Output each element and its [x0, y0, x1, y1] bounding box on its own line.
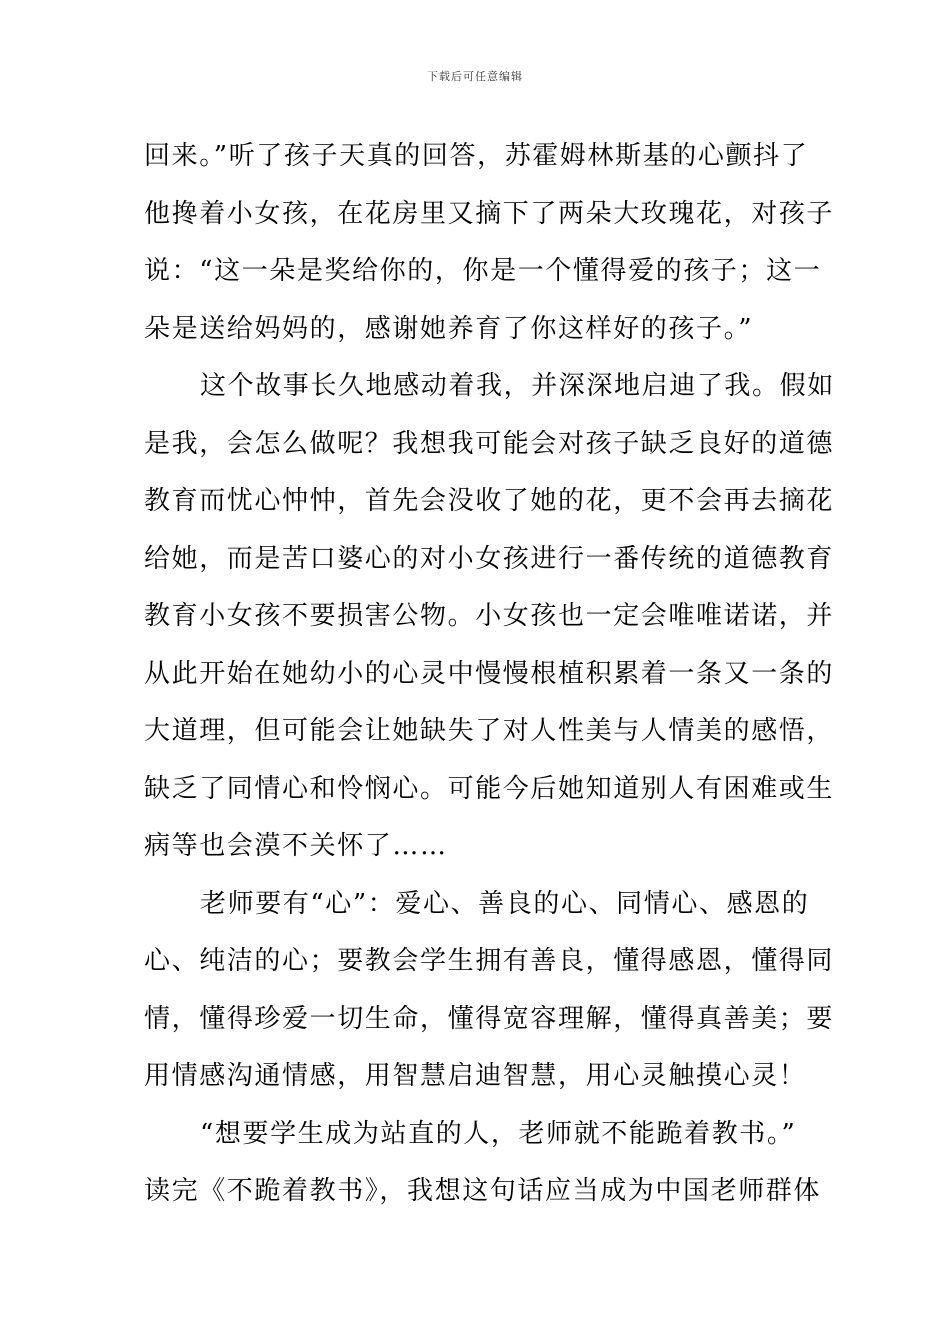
- text-line: 用情感沟通情感，用智慧启迪智慧，用心灵触摸心灵！: [144, 1061, 807, 1091]
- paragraph-start-line: 这个故事长久地感动着我，并深深地启迪了我。假如: [200, 371, 835, 401]
- paragraph-start-line: 老师要有“心”：爱心、善良的心、同情心、感恩的: [200, 888, 810, 919]
- text-line: 他搀着小女孩，在花房里又摘下了两朵大玫瑰花，对孩子: [144, 198, 835, 229]
- text-line: 是我，会怎么做呢？我想我可能会对孩子缺乏良好的道德: [144, 428, 835, 459]
- text-line: 情，懂得珍爱一切生命，懂得宽容理解，懂得真善美；要: [144, 1003, 835, 1034]
- text-line: 教育小女孩不要损害公物。小女孩也一定会唯唯诺诺，并: [144, 601, 835, 631]
- text-line: 读完《不跪着教书》，我想这句话应当成为中国老师群体: [144, 1176, 822, 1206]
- text-line: 朵是送给妈妈的，感谢她养育了你这样好的孩子。”: [144, 313, 754, 344]
- text-line: 大道理，但可能会让她缺失了对人性美与人情美的感悟，: [144, 716, 835, 746]
- text-line: 病等也会漠不关怀了……: [144, 831, 448, 861]
- text-line: 回来。”听了孩子天真的回答，苏霍姆林斯基的心颤抖了: [144, 141, 809, 171]
- text-line: 说：“这一朵是奖给你的，你是一个懂得爱的孩子；这一: [144, 256, 822, 286]
- body-text: [144, 128, 835, 1221]
- page-header: 下载后可任意编辑: [427, 70, 523, 83]
- paragraph-start-line: “想要学生成为站直的人，老师就不能跪着教书。”: [200, 1118, 797, 1149]
- text-line: 给她，而是苦口婆心的对小女孩进行一番传统的道德教育: [144, 543, 835, 574]
- text-line: 从此开始在她幼小的心灵中慢慢根植积累着一条又一条的: [144, 658, 835, 689]
- text-line: 心、纯洁的心；要教会学生拥有善良，懂得感恩，懂得同: [144, 946, 835, 976]
- text-line: 缺乏了同情心和怜悯心。可能今后她知道别人有困难或生: [144, 773, 835, 804]
- text-line: 教育而忧心忡忡，首先会没收了她的花，更不会再去摘花: [144, 486, 835, 516]
